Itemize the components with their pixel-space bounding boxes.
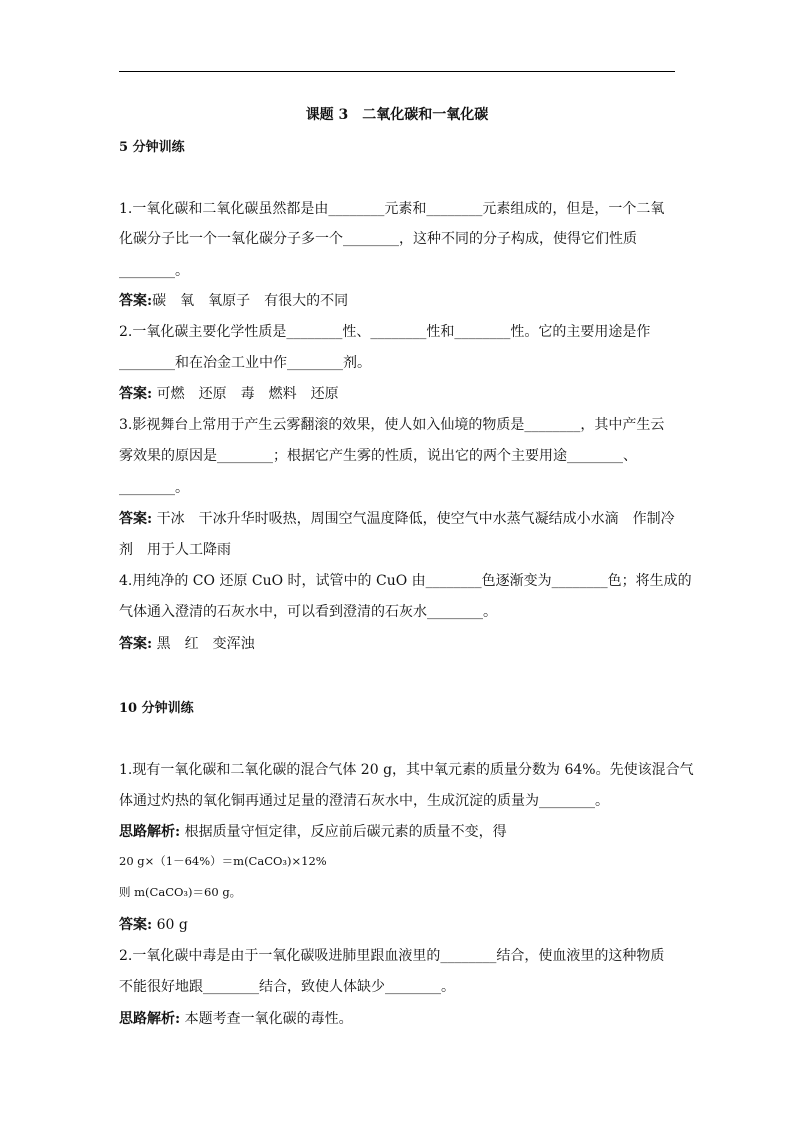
answer-text: 黑 红 变浑浊 [152, 636, 255, 652]
p2-line-2: 不能很好地跟________结合，致使人体缺少________。 [119, 979, 455, 995]
q1-line-3: ________。 [119, 263, 189, 279]
q3-answer-line-1 [119, 508, 679, 528]
p2-line-1: 2.一氧化碳中毒是由于一氧化碳吸进肺里跟血液里的________结合，使血液里的这种物质 [119, 948, 665, 964]
p1-line-1: 1.现有一氧化碳和二氧化碳的混合气体 20 g，其中氧元素的质量分数为 64%。先使该混合气 [119, 762, 694, 778]
p1-answer [119, 914, 679, 934]
q4-line-1: 4.用纯净的 CO 还原 CuO 时，试管中的 CuO 由________色逐渐变为________色；将生成的 [119, 573, 692, 589]
hint-text: 本题考查一氧化碳的毒性。 [180, 1011, 353, 1027]
answer-text: 60 g [152, 917, 188, 933]
page-title: 课题 3 二氧化碳和一氧化碳 [305, 107, 489, 123]
header-rule [119, 71, 675, 72]
q2-line-2: ________和在冶金工业中作________剂。 [119, 355, 371, 371]
q1-line-2: 化碳分子比一个一氧化碳分子多一个________，这种不同的分子构成，使得它们性质 [119, 231, 637, 247]
q1-line-1: 1.一氧化碳和二氧化碳虽然都是由________元素和________元素组成的，但是，一个二氧 [119, 201, 665, 217]
q3-line-2: 雾效果的原因是________；根据它产生雾的性质，说出它的两个主要用途________、 [119, 448, 637, 464]
p1-line-2: 体通过灼热的氧化铜再通过足量的澄清石灰水中，生成沉淀的质量为________。 [119, 793, 609, 809]
answer-text: 碳 氧 氧原子 有很大的不同 [152, 293, 349, 309]
answer-label: 答案: [119, 293, 153, 309]
answer-text: 可燃 还原 毒 燃料 还原 [152, 386, 339, 402]
q3-answer-line-2: 剂 用于人工降雨 [119, 542, 231, 558]
q1-answer [119, 290, 679, 310]
q3-line-1: 3.影视舞台上常用于产生云雾翻滚的效果，使人如入仙境的物质是________，其中产生云 [119, 417, 665, 433]
q2-answer [119, 383, 679, 403]
hint-label: 思路解析: [119, 1011, 181, 1027]
answer-label: 答案: [119, 917, 153, 933]
p1-equation-1: 20 g×（1－64%）＝m(CaCO₃)×12% [119, 854, 327, 868]
section-heading-10min: 10 分钟训练 [119, 701, 194, 716]
q2-line-1: 2.一氧化碳主要化学性质是________性、________性和________性。它的主要用途是作 [119, 324, 651, 340]
p1-equation-2: 则 m(CaCO₃)＝60 g。 [119, 885, 242, 899]
section-heading-5min: 5 分钟训练 [119, 140, 185, 155]
answer-label: 答案: [119, 386, 153, 402]
q3-line-3: ________。 [119, 480, 189, 496]
answer-text: 干冰 干冰升华时吸热，周围空气温度降低，使空气中水蒸气凝结成小水滴 作制冷 [152, 511, 675, 527]
p2-hint [119, 1008, 679, 1028]
p1-hint [119, 821, 679, 841]
q4-answer [119, 633, 679, 653]
q4-line-2: 气体通入澄清的石灰水中，可以看到澄清的石灰水________。 [119, 604, 497, 620]
answer-label: 答案: [119, 636, 153, 652]
hint-text: 根据质量守恒定律，反应前后碳元素的质量不变，得 [180, 824, 507, 840]
answer-label: 答案: [119, 511, 153, 527]
hint-label: 思路解析: [119, 824, 181, 840]
